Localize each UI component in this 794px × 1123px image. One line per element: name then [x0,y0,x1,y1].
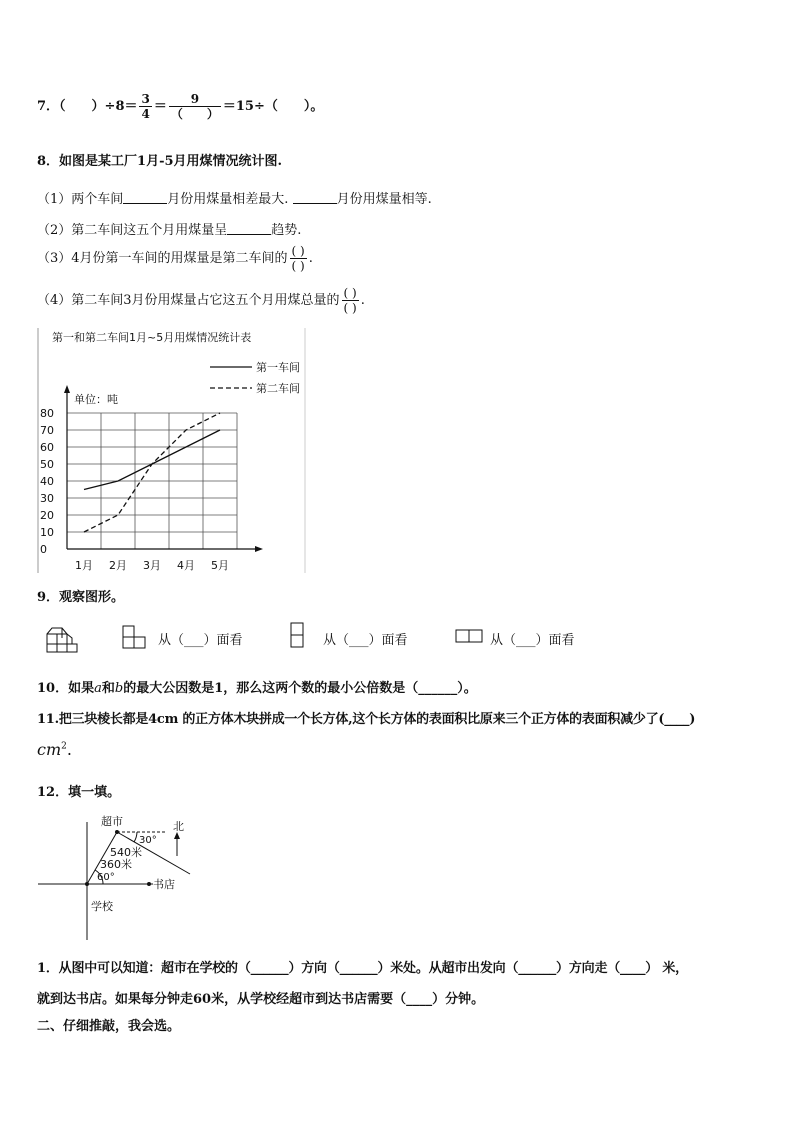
legend-label-series-1: 第一车间 [256,361,300,374]
y-axis-arrow [64,385,70,393]
y-tick-label: 20 [40,509,54,522]
variable-b: b [114,681,124,696]
view-shape-3-icon [455,628,483,644]
q7-fraction-1: $\frac{3}{4}$ [141,92,150,121]
answer-blank[interactable] [293,191,337,204]
y-tick-label: 70 [40,424,54,437]
coal-usage-line-chart [30,325,310,575]
cube-stack-icon [45,622,81,654]
question-8-title: 8．如图是某工厂1月-5月用煤情况统计图. [37,154,283,169]
question-10: 10．如果a和b的最大公因数是1，那么这两个数的最小公倍数是（______）。 [37,681,477,696]
y-tick-label: 60 [40,441,54,454]
q7-suffix: ＝15÷（ ）。 [222,99,324,114]
label-supermarket: 超市 [101,815,123,828]
q8-sub-4: （4）第二车间3月份用煤量占它这五个月用煤总量的 $\frac{( )}{( )}$ . [37,286,365,315]
q7-equals: ＝ [153,99,167,114]
angle-arc-30 [134,832,137,842]
view-shape-1-icon [122,625,146,649]
q8-s3-fraction: $\frac{( )}{( )}$ [291,244,305,273]
label-school: 学校 [91,900,113,913]
supermarket-point [115,830,119,834]
x-axis-arrow [255,546,263,552]
label-angle-60: 60° [97,872,115,883]
bookstore-point [147,882,151,886]
q12-sub-1-line-1: 1．从图中可以知道：超市在学校的（______）方向（______）米处。从超市出发向（______）方向走（____） 米， [37,961,688,976]
y-tick-label: 10 [40,526,54,539]
question-7 [37,92,323,122]
question-11: 11.把三块棱长都是4cm 的正方体木块拼成一个长方体,这个长方体的表面积比原来三个正方体的表面积减少了(____) [37,712,696,727]
label-bookstore: 书店 [153,878,175,891]
variable-a: a [94,681,102,696]
q7-prefix: 7．（ ）÷8＝ [37,99,138,114]
y-tick-label: 50 [40,458,54,471]
label-north: 北 [173,820,184,833]
label-distance-360: 360米 [100,858,132,871]
q12-sub-1-line-2: 就到达书店。如果每分钟走60米，从学校经超市到达书店需要（____）分钟。 [37,992,485,1007]
view-3-label: 从（___）面看 [490,633,575,648]
unit-label: 单位：吨 [74,393,118,406]
y-tick-label: 30 [40,492,54,505]
x-tick-label: 1月 [75,559,93,572]
q11-unit: $cm^2$. [37,740,72,759]
q8-sub-1: （1）两个车间 月份用煤量相差最大. 月份用煤量相等. [37,192,432,207]
section-2-title: 二、仔细推敲，我会选。 [37,1019,181,1034]
direction-map-diagram [35,812,205,942]
x-tick-label: 4月 [177,559,195,572]
answer-blank[interactable] [123,191,167,204]
x-tick-label: 2月 [109,559,127,572]
q8-sub-2: （2）第二车间这五个月用煤量呈 趋势. [37,223,302,238]
q8-s4-fraction: $\frac{( )}{( )}$ [343,286,357,315]
y-tick-label: 0 [40,543,47,556]
x-tick-label: 5月 [211,559,229,572]
q7-fraction-2: $\frac{9}{( )}$ [170,92,219,121]
label-angle-30: 30° [139,835,157,846]
x-tick-label: 3月 [143,559,161,572]
series-line-2 [84,413,220,532]
north-arrow-head [174,832,180,839]
y-tick-label: 80 [40,407,54,420]
y-tick-label: 40 [40,475,54,488]
question-9-title: 9．观察图形。 [37,590,125,605]
view-1-label: 从（___）面看 [158,633,243,648]
legend-label-series-2: 第二车间 [256,382,300,395]
series-line-1 [84,430,220,490]
chart-title: 第一和第二车间1月~5月用煤情况统计表 [52,331,252,344]
view-2-label: 从（___）面看 [323,633,408,648]
label-distance-540: 540米 [110,846,142,859]
view-shape-2-icon [290,622,304,648]
q8-sub-3: （3）4月份第一车间的用煤量是第二车间的 $\frac{( )}{( )}$ . [37,244,313,273]
answer-blank[interactable] [227,222,271,235]
school-point [85,882,89,886]
question-12-title: 12．填一填。 [37,785,121,800]
